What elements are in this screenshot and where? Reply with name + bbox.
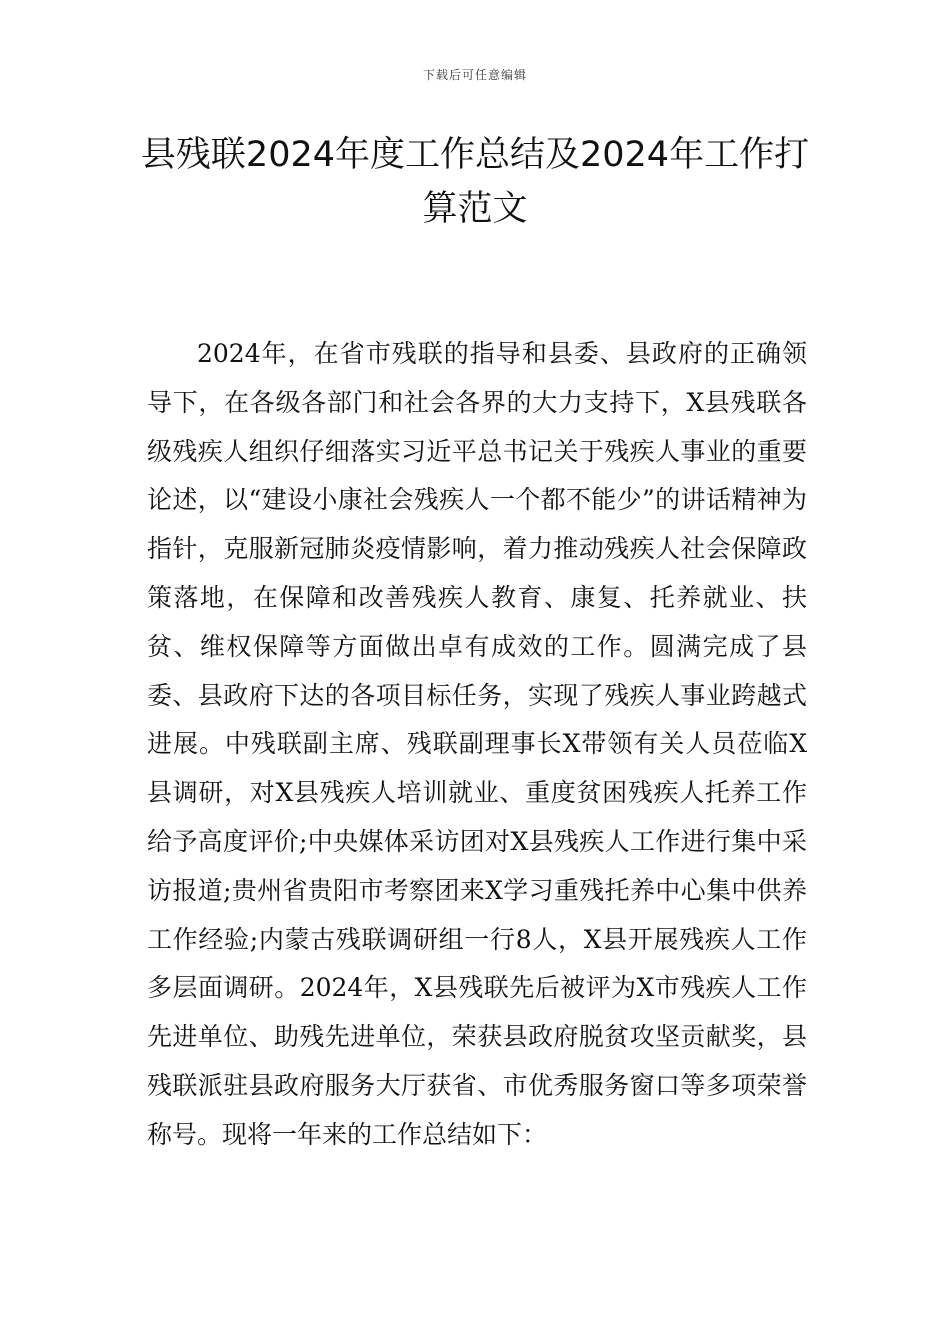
body-paragraph: 2024年，在省市残联的指导和县委、县政府的正确领导下，在各级各部门和社会各界的大力支持下，X县残联各级残疾人组织仔细落实习近平总书记关于残疾人事业的重要论述，以“建设小康社会残疾人一个都不能少”的讲话精神为指针，克服新冠肺炎疫情影响，着力推动残疾人社会保障政策落地，在保障和改善残疾人教育、康复、托养就业、扶贫、维权保障等方面做出卓有成效的工作。圆满完成了县委、县政府下达的各项目标任务，实现了残疾人事业跨越式进展。中残联副主席、残联副理事长X带领有关人员莅临X县调研，对X县残疾人培训就业、重度贫困残疾人托养工作给予高度评价;中央媒体采访团对X县残疾人工作进行集中采访报道;贵州省贵阳市考察团来X学习重残托养中心集中供养工作经验;内蒙古残联调研组一行8人，X县开展残疾人工作多层面调研。2024年，X县残联先后被评为X市残疾人工作先进单位、助残先进单位，荣获县政府脱贫攻坚贡献奖，县残联派驻县政府服务大厅获省、市优秀服务窗口等多项荣誉称号。现将一年来的工作总结如下： (147, 339, 807, 1149)
document-title: 县残联2024年度工作总结及2024年工作打算范文 (140, 135, 810, 229)
header-note: 下载后可任意编辑 (422, 68, 527, 82)
